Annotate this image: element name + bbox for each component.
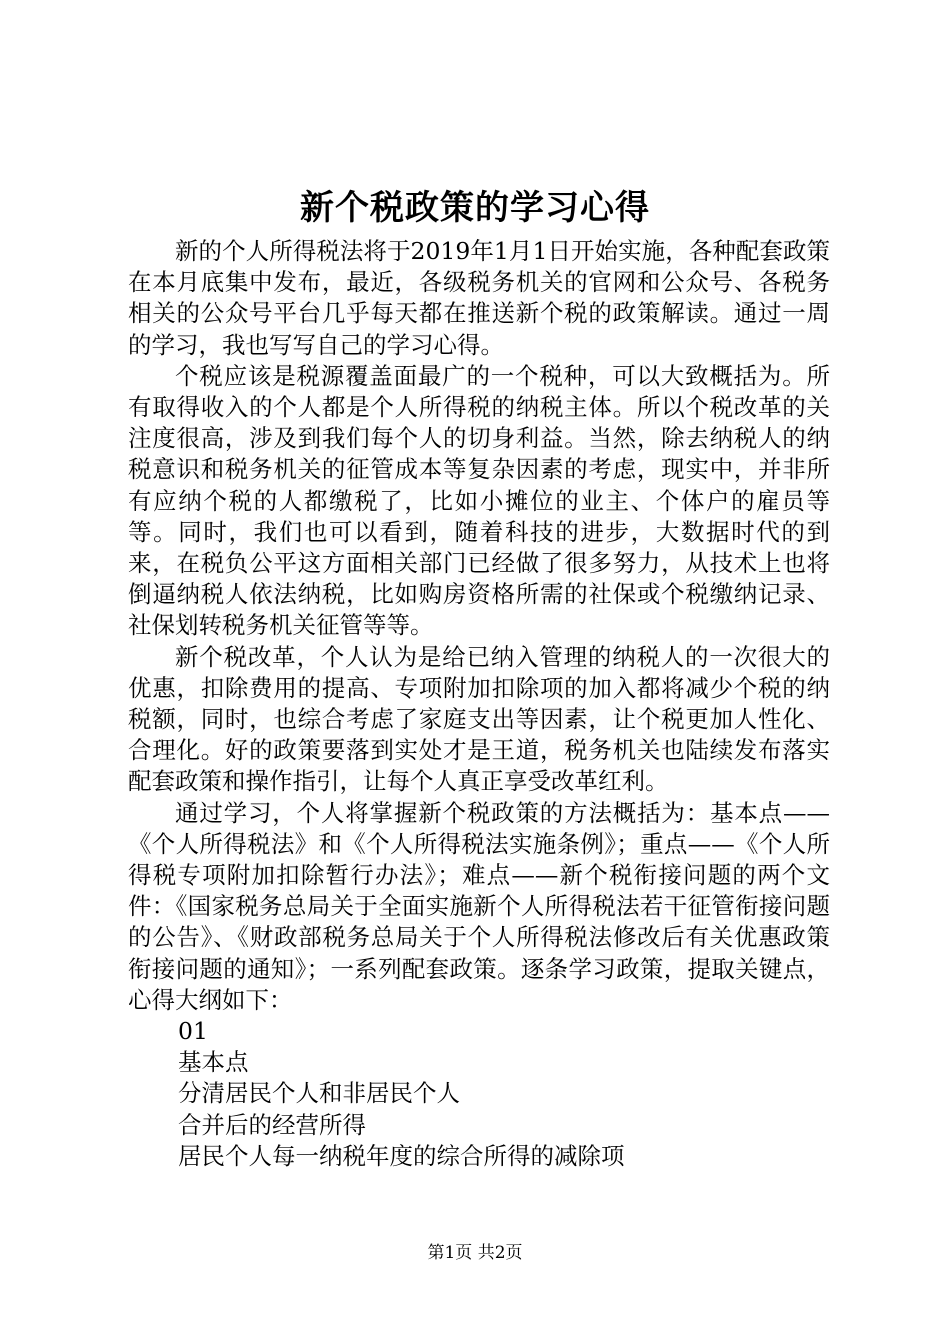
outline-item: 基本点 [178,1048,249,1077]
page-footer: 第1页 共2页 [427,1243,523,1263]
document-body [128,236,830,1172]
body-paragraph: 新的个人所得税法将于2019年1月1日开始实施，各种配套政策在本月底集中发布，最近，各级税务机关的官网和公众号、各税务相关的公众号平台几乎每天都在推送新个税的政策解读。通过一周的学习，我也写写自己的学习心得。 [128,237,830,359]
body-paragraph: 新个税改革，个人认为是给已纳入管理的纳税人的一次很大的优惠，扣除费用的提高、专项附加扣除项的加入都将减少个税的纳税额，同时，也综合考虑了家庭支出等因素，让个税更加人性化、合理化。好的政策要落到实处才是王道，税务机关也陆续发布落实配套政策和操作指引，让每个人真正享受改革红利。 [128,642,830,796]
outline-number: 01 [178,1017,208,1046]
body-paragraph: 个税应该是税源覆盖面最广的一个税种，可以大致概括为。所有取得收入的个人都是个人所得税的纳税主体。所以个税改革的关注度很高，涉及到我们每个人的切身利益。当然，除去纳税人的纳税意识和税务机关的征管成本等复杂因素的考虑，现实中，并非所有应纳个税的人都缴税了，比如小摊位的业主、个体户的雇员等等。同时，我们也可以看到，随着科技的进步，大数据时代的到来，在税负公平这方面相关部门已经做了很多努力，从技术上也将倒逼纳税人依法纳税，比如购房资格所需的社保或个税缴纳记录、社保划转税务机关征管等等。 [128,361,830,640]
document-title: 新个税政策的学习心得 [300,188,650,228]
outline-item: 分清居民个人和非居民个人 [178,1079,460,1108]
outline-item: 合并后的经营所得 [178,1110,366,1139]
outline-item: 居民个人每一纳税年度的综合所得的减除项 [178,1141,625,1170]
body-paragraph: 通过学习，个人将掌握新个税政策的方法概括为：基本点——《个人所得税法》和《个人所得税法实施条例》；重点——《个人所得税专项附加扣除暂行办法》；难点——新个税衔接问题的两个文件：《国家税务总局关于全面实施新个人所得税法若干征管衔接问题的公告》、《财政部税务总局关于个人所得税法修改后有关优惠政策衔接问题的通知》；一系列配套政策。逐条学习政策，提取关键点，心得大纲如下： [128,798,830,1014]
